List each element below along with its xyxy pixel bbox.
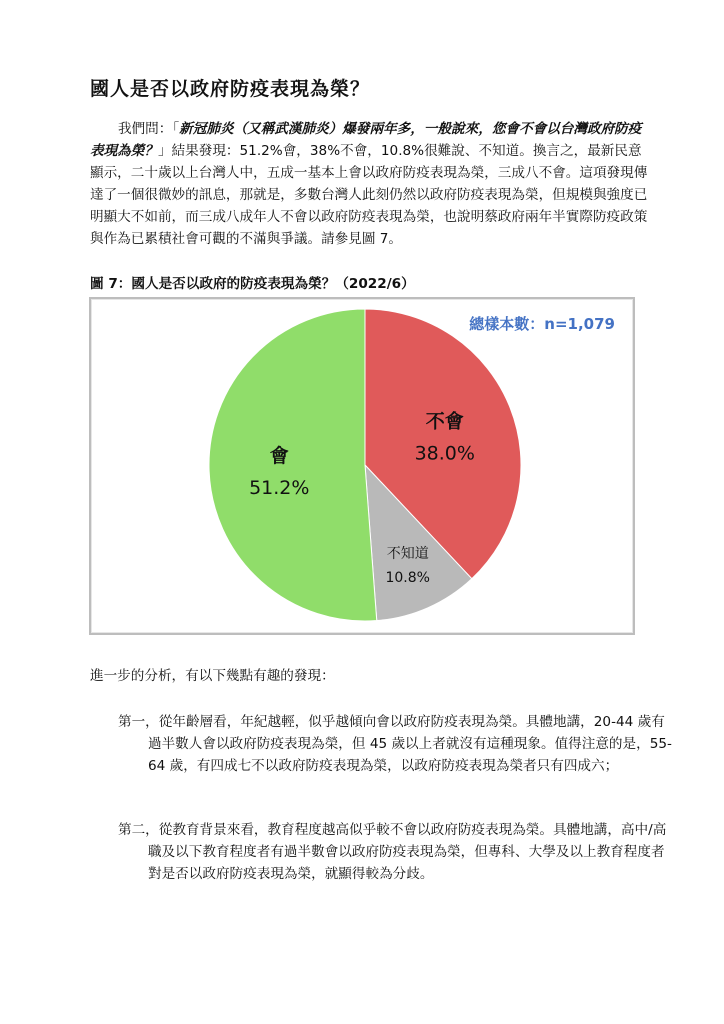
survey-question: 新冠肺炎（又稱武漢肺炎）爆發兩年多，一般說來，您會不會以台灣政府防疫表現為榮？ bbox=[90, 121, 642, 159]
figure-caption: 圖 7：國人是否以政府的防疫表現為榮？（2022/6） bbox=[90, 276, 415, 292]
intro-lead: 我們問：「 bbox=[118, 121, 180, 137]
intro-rest: 」結果發現：51.2%會，38%不會，10.8%很難說、不知道。換言之，最新民意顯示，二十歲以上台灣人中，五成一基本上會以政府防疫表現為榮，三成八不會。這項發現傳達了一個很微妙的訊息，那就是，多數台灣人此刻仍然以政府防疫表現為榮，但規模與強度已明顯大不如前，而三成八成年人不會以政府防疫表現為榮，也說明蔡政府兩年半實際防疫政策與作為已累積社會可觀的不滿與爭議。請參見圖 7。 bbox=[90, 143, 648, 247]
slice-label-1: 不知道 bbox=[386, 546, 429, 563]
page-heading: 國人是否以政府防疫表現為榮？ bbox=[90, 78, 371, 100]
analysis-intro: 進一步的分析，有以下幾點有趣的發現： bbox=[90, 668, 335, 684]
slice-value-0: 38.0% bbox=[414, 442, 475, 465]
slice-value-2: 51.2% bbox=[249, 477, 310, 500]
intro-paragraph bbox=[90, 118, 650, 250]
slice-label-2: 會 bbox=[269, 445, 289, 468]
finding-2: 第二，從教育背景來看，教育程度越高似乎較不會以政府防疫表現為榮。具體地講，高中/高職及以下教育程度者有過半數會以政府防疫表現為榮，但專科、大學及以上教育程度者對是否以政府防疫表現為榮，就顯得較為分歧。 bbox=[118, 822, 667, 882]
pie-slice-2 bbox=[209, 309, 377, 621]
slice-value-1: 10.8% bbox=[385, 570, 430, 587]
pie-chart-frame bbox=[89, 297, 635, 635]
slice-label-0: 不會 bbox=[425, 410, 464, 433]
pie-chart bbox=[91, 299, 633, 633]
sample-size-note: 總樣本數：n=1,079 bbox=[469, 315, 615, 333]
finding-1: 第一，從年齡層看，年紀越輕，似乎越傾向會以政府防疫表現為榮。具體地講，20-44 歲有過半數人會以政府防疫表現為榮，但 45 歲以上者就沒有這種現象。值得注意的是，55-64 歲，有四成七不以政府防疫表現為榮，以政府防疫表現為榮者只有四成六； bbox=[118, 714, 672, 774]
